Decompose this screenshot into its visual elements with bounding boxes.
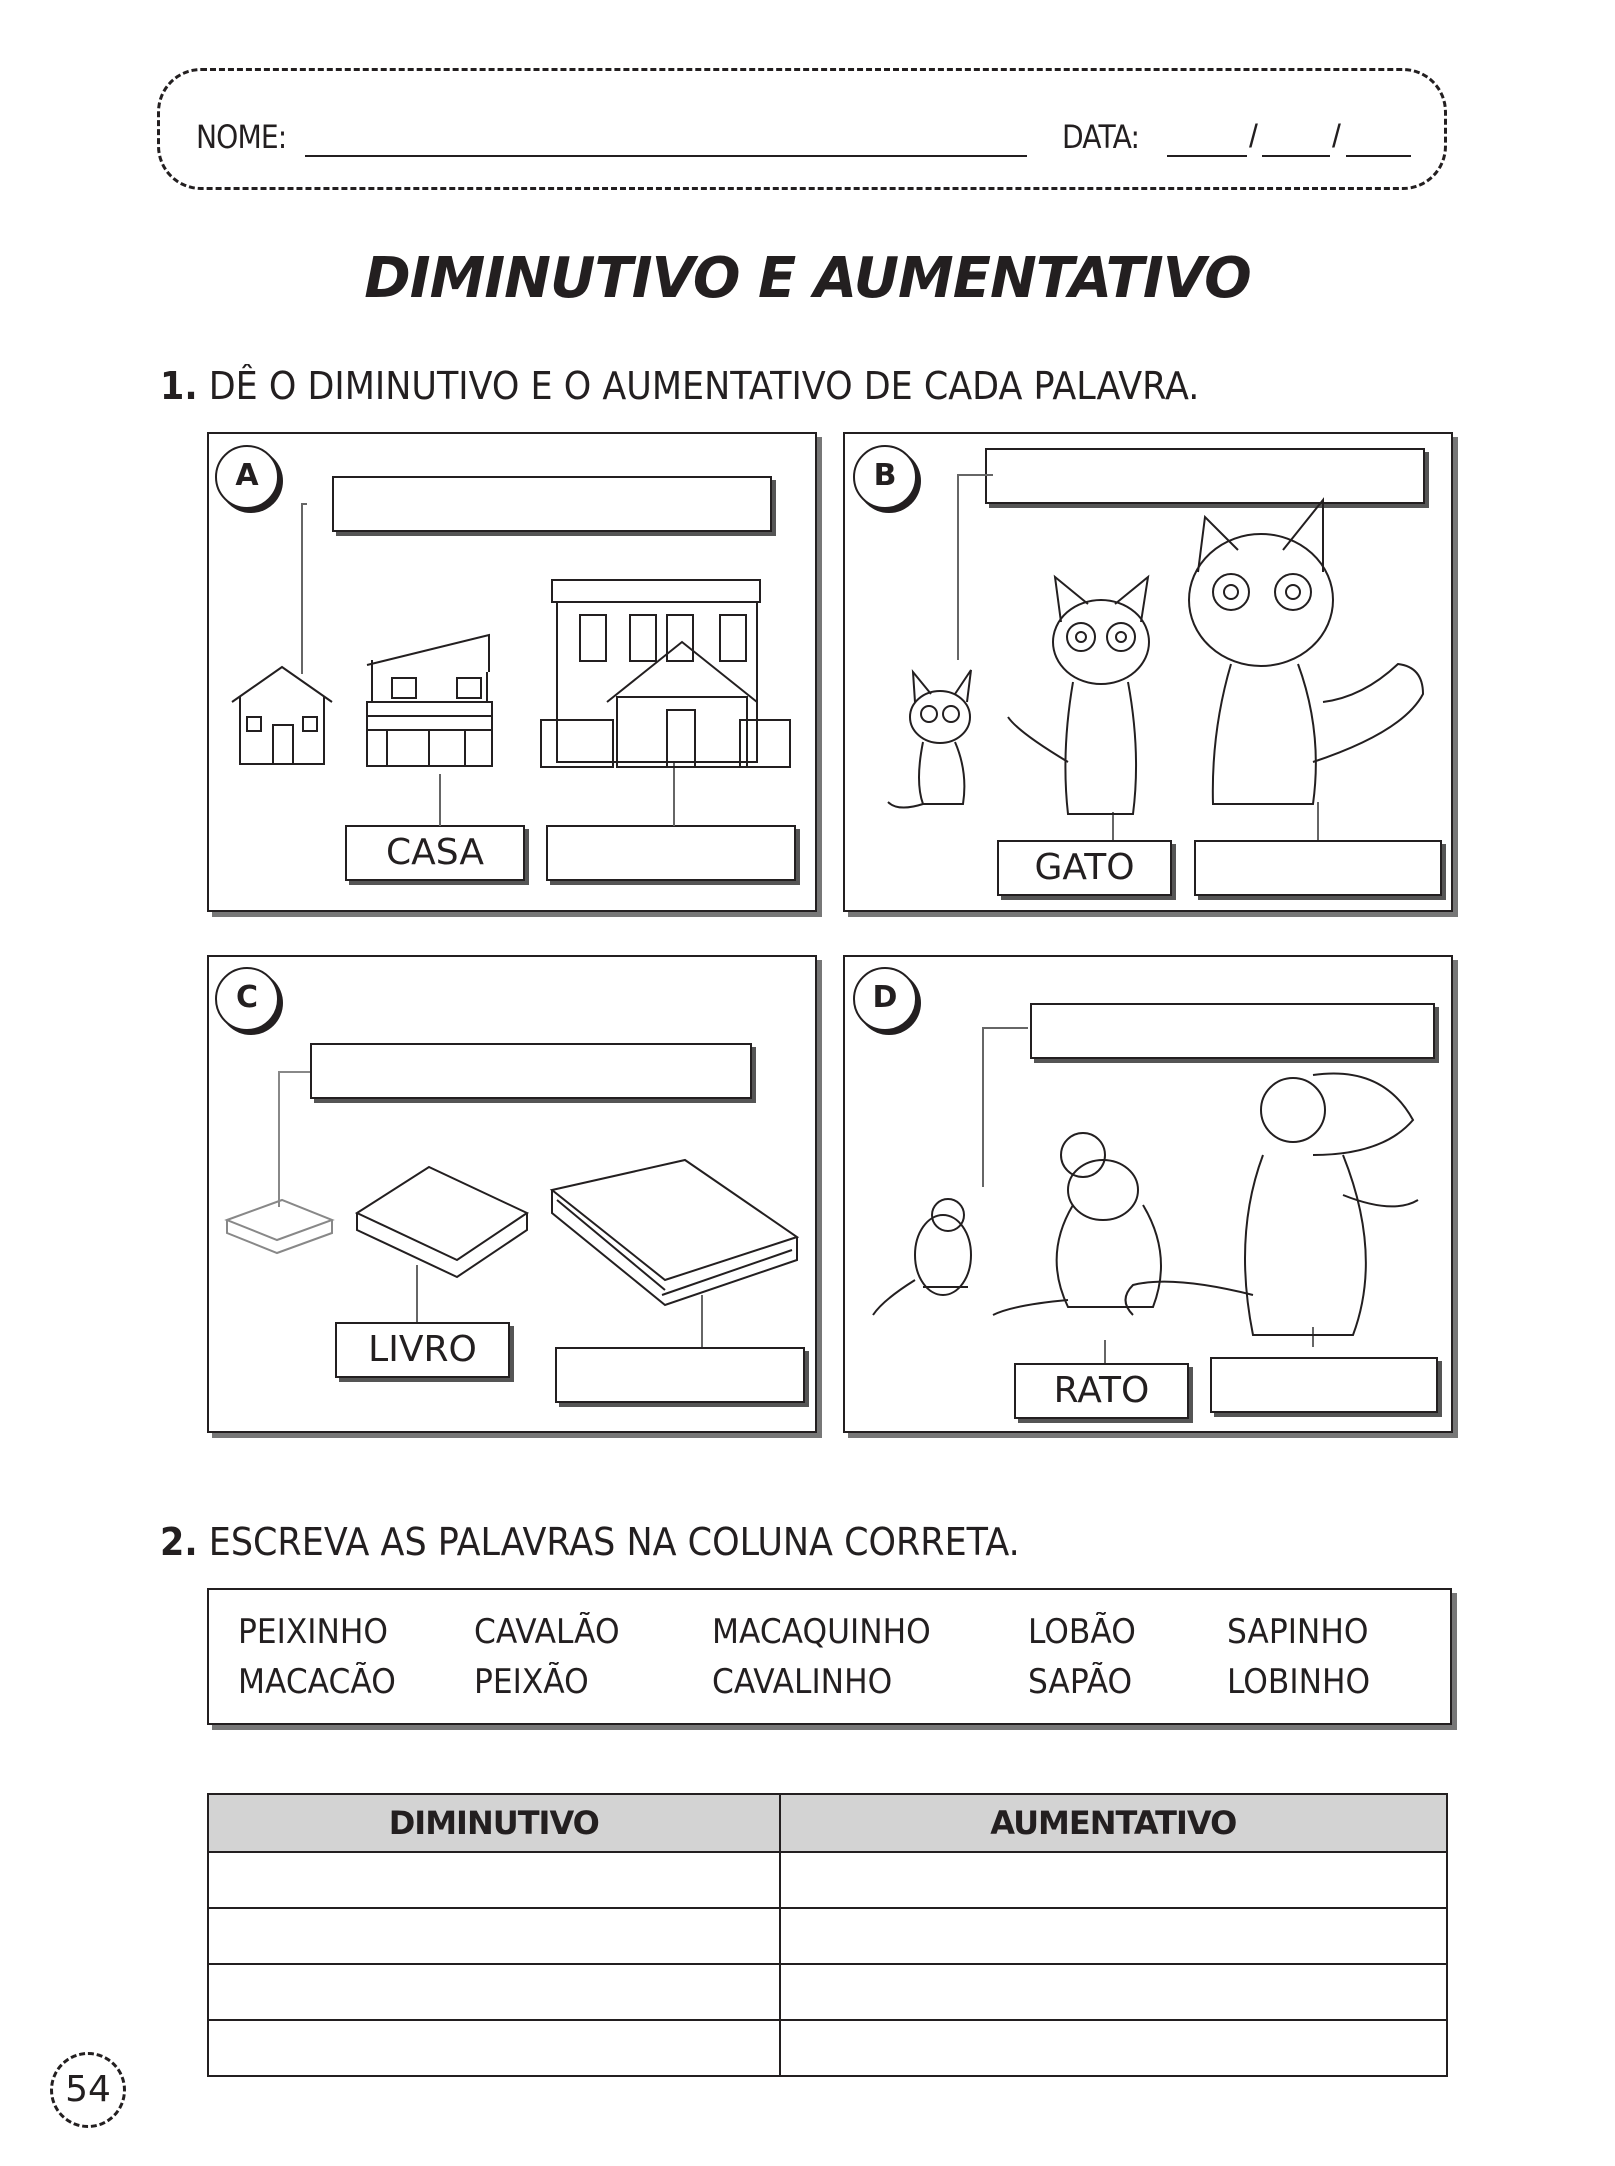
table-row xyxy=(208,1964,1447,2020)
column-header-diminutivo: DIMINUTIVO xyxy=(208,1794,780,1852)
panel-badge: A xyxy=(215,445,279,509)
table-row xyxy=(208,1908,1447,1964)
word-label: CASA xyxy=(345,825,525,881)
name-line[interactable] xyxy=(305,155,1027,157)
date-year-line[interactable] xyxy=(1346,155,1411,157)
answer-cell[interactable] xyxy=(780,1852,1447,1908)
word-bank-item: LOBÃO xyxy=(1028,1612,1136,1652)
books-illustration xyxy=(207,955,817,1433)
table-row xyxy=(208,2020,1447,2076)
panel-badge: C xyxy=(215,967,279,1031)
word-bank-item: PEIXÃO xyxy=(474,1662,589,1702)
rats-illustration xyxy=(843,955,1453,1433)
question-2 xyxy=(160,1520,1020,1564)
cats-illustration xyxy=(843,432,1453,912)
word-bank-item: SAPÃO xyxy=(1028,1662,1133,1702)
word-label: RATO xyxy=(1014,1363,1189,1419)
page-title: DIMINUTIVO E AUMENTATIVO xyxy=(364,246,1251,311)
table-row xyxy=(208,1852,1447,1908)
word-bank-item: MACACÃO xyxy=(238,1662,396,1702)
panel-badge: B xyxy=(853,445,917,509)
answer-cell[interactable] xyxy=(208,2020,780,2076)
date-label: DATA: xyxy=(1062,118,1140,156)
answer-cell[interactable] xyxy=(780,1908,1447,1964)
word-bank-item: LOBINHO xyxy=(1227,1662,1371,1702)
date-slash: / xyxy=(1249,118,1258,154)
word-bank-item: PEIXINHO xyxy=(238,1612,389,1652)
word-bank-item: CAVALINHO xyxy=(712,1662,893,1702)
page-number: 54 xyxy=(50,2052,126,2128)
word-bank-item: SAPINHO xyxy=(1227,1612,1369,1652)
houses-illustration xyxy=(207,432,817,912)
word-label: GATO xyxy=(997,840,1172,896)
question-number: 2. xyxy=(160,1520,198,1564)
column-header-aumentativo: AUMENTATIVO xyxy=(780,1794,1447,1852)
name-label: NOME: xyxy=(196,118,287,156)
answer-cell[interactable] xyxy=(208,1964,780,2020)
table-header-row xyxy=(208,1794,1447,1852)
answer-cell[interactable] xyxy=(208,1908,780,1964)
date-day-line[interactable] xyxy=(1167,155,1247,157)
answer-cell[interactable] xyxy=(780,1964,1447,2020)
date-slash: / xyxy=(1332,118,1341,154)
word-label: LIVRO xyxy=(335,1322,510,1378)
word-bank-item: MACAQUINHO xyxy=(712,1612,931,1652)
word-bank-item: CAVALÃO xyxy=(474,1612,620,1652)
panel-badge: D xyxy=(853,967,917,1031)
answer-cell[interactable] xyxy=(208,1852,780,1908)
word-bank-box xyxy=(207,1588,1452,1725)
answer-cell[interactable] xyxy=(780,2020,1447,2076)
question-text: ESCREVA AS PALAVRAS NA COLUNA CORRETA. xyxy=(208,1520,1020,1564)
question-1 xyxy=(160,364,1199,408)
answer-table xyxy=(207,1793,1448,2077)
question-text: DÊ O DIMINUTIVO E O AUMENTATIVO DE CADA PALAVRA. xyxy=(208,364,1200,408)
question-number: 1. xyxy=(160,364,198,408)
date-month-line[interactable] xyxy=(1262,155,1330,157)
